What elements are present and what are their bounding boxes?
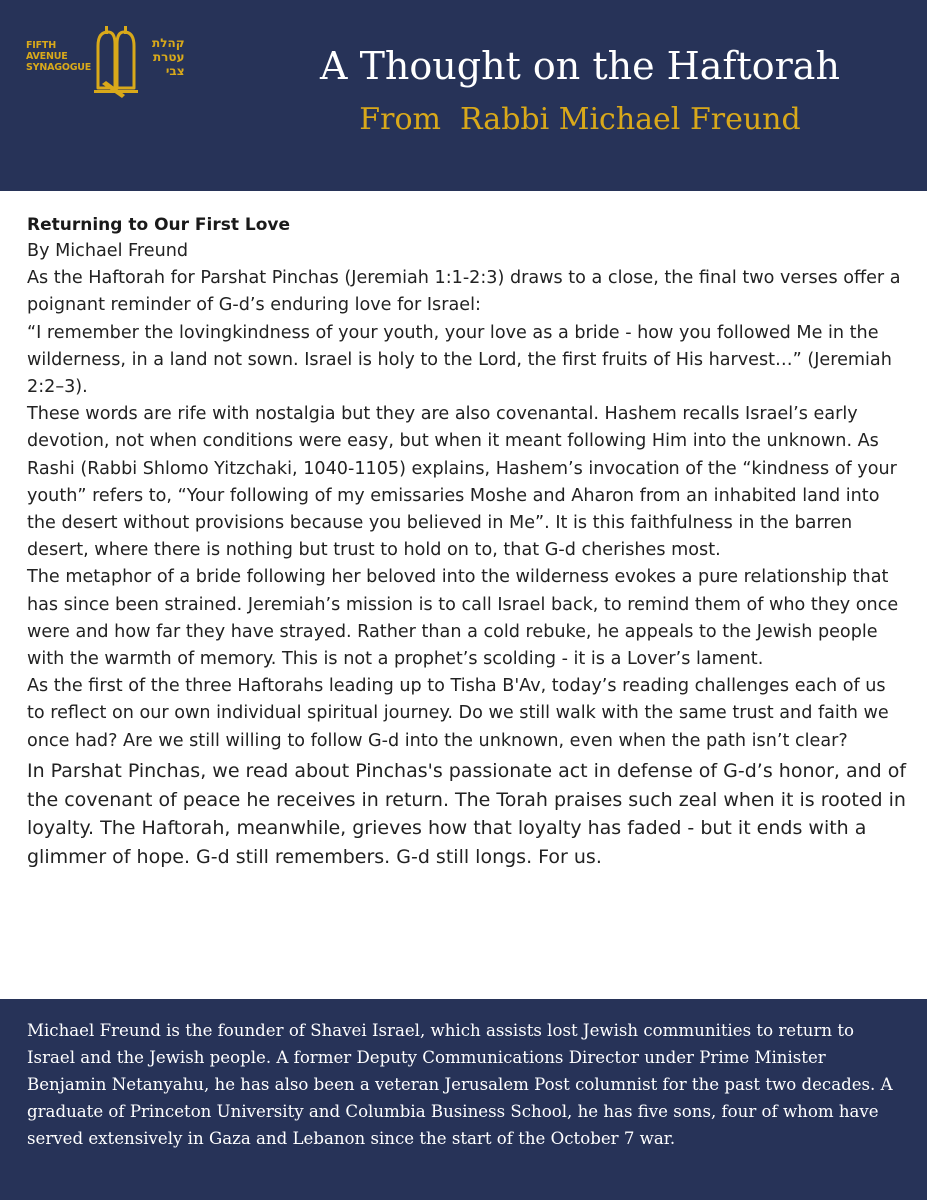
- logo-he-line: עטרת: [152, 50, 185, 64]
- article-byline: By Michael Freund: [27, 241, 189, 261]
- logo-hebrew-text: [152, 36, 185, 78]
- article-paragraph: These words are rife with nostalgia but they are also covenantal. Hashem recalls Israel’s early devotion, not when conditions were easy, but when it meant following Him into the unknown. As Rashi (Rabbi Shlomo Yitzchaki, 1040-1105) explains, Hashem’s invocation of the “kindness of your youth” refers to, “Your following of my emissaries Moshe and Aharon from an inhabited land into the desert without provisions because you believed in Me”. It is this faithfulness in the barren desert, where there is nothing but trust to hold on to, that G-d cherishes most.: [27, 404, 897, 561]
- article-paragraph: As the Haftorah for Parshat Pinchas (Jeremiah 1:1-2:3) draws to a close, the final two verses offer a poignant reminder of G-d’s enduring love for Israel:: [27, 268, 901, 316]
- article-body: [27, 213, 907, 872]
- author-bio: Michael Freund is the founder of Shavei Israel, which assists lost Jewish communities to return to Israel and the Jewish people. A former Deputy Communications Director under Prime Minister Benjamin Netanyahu, he has also been a veteran Jerusalem Post columnist for the past two decades. A graduate of Princeton University and Columbia Business School, he has five sons, four of whom have served extensively in Gaza and Lebanon since the start of the October 7 war.: [27, 1021, 893, 1148]
- article-quote: “I remember the lovingkindness of your youth, your love as a bride - how you followed Me in the wilderness, in a land not sown. Israel is holy to the Lord, the first fruits of His harvest…” (Jeremiah 2:2–3).: [27, 322, 892, 398]
- logo-en-line: AVENUE: [26, 51, 68, 62]
- logo-en-line: FIFTH: [26, 40, 56, 51]
- article-heading: Returning to Our First Love: [27, 215, 291, 235]
- torah-tablets-icon: [92, 24, 140, 100]
- page-title: A Thought on the Haftorah: [320, 44, 840, 88]
- article-paragraph: The metaphor of a bride following her beloved into the wilderness evokes a pure relationship that has since been strained. Jeremiah’s mission is to call Israel back, to remind them of who they once were and how far they have strayed. Rather than a cold rebuke, he appeals to the Jewish people with the warmth of memory. This is not a prophet’s scolding - it is a Lover’s lament.: [27, 567, 899, 670]
- logo-en-line: SYNAGOGUE: [26, 62, 92, 73]
- author-bio-footer: [0, 999, 927, 1200]
- synagogue-logo: [26, 22, 206, 102]
- article-paragraph: As the first of the three Haftorahs leading up to Tisha B'Av, today’s reading challenges each of us to reflect on our own individual spiritual journey. Do we still walk with the same trust and faith we once had? Are we still willing to follow G-d into the unknown, even when the path isn’t clear?: [27, 676, 889, 751]
- logo-he-line: צבי: [165, 64, 185, 78]
- header-banner: [0, 0, 927, 191]
- article-paragraph: In Parshat Pinchas, we read about Pinchas's passionate act in defense of G-d’s honor, and of the covenant of peace he receives in return. The Torah praises such zeal when it is rooted in loyalty. The Haftorah, meanwhile, grieves how that loyalty has faded - but it ends with a glimmer of hope. G-d still remembers. G-d still longs. For us.: [27, 759, 907, 869]
- page-subtitle: From Rabbi Michael Freund: [359, 102, 801, 137]
- logo-english-text: [26, 40, 91, 73]
- logo-he-line: קהלת: [152, 36, 185, 50]
